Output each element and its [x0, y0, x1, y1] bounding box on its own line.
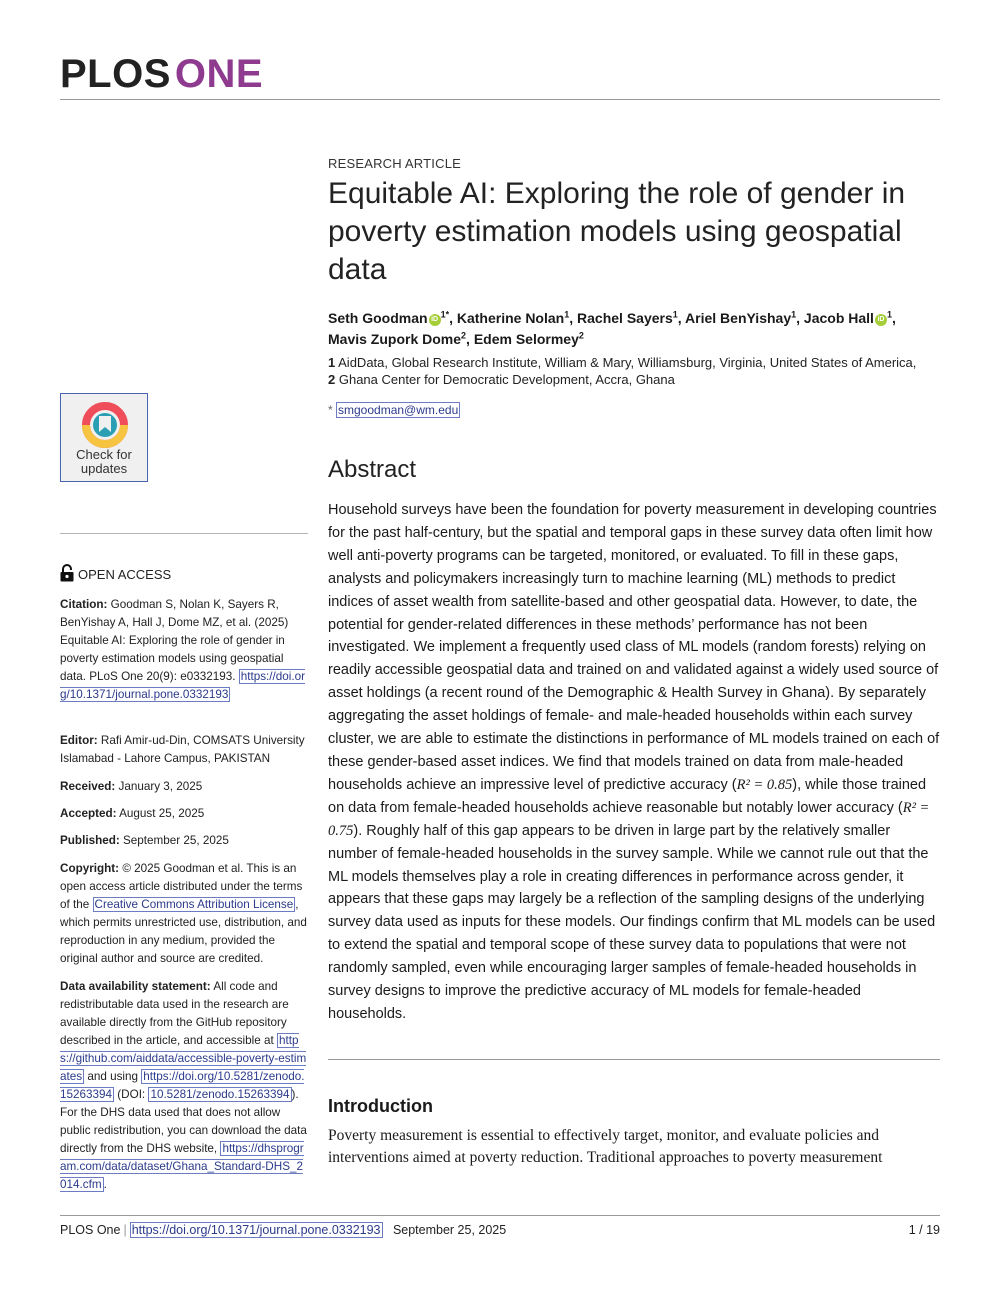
- badge-line-1: Check for: [76, 447, 132, 462]
- author-entry: Seth Goodman $iD^{1*}$,: [328, 309, 457, 326]
- received-date: Received: January 3, 2025: [60, 780, 203, 793]
- copyright-block: Copyright: © 2025 Goodman et al. This is an open access article distributed under the terms of the Creative Commons Attribution License , which permits unrestricted use, distribution, and reproduction in any medium, provided the original author and source are credited.: [60, 862, 307, 965]
- article-type: RESEARCH ARTICLE: [328, 156, 461, 171]
- author-name: Ariel BenYishay: [685, 309, 792, 326]
- github-repo-link[interactable]: https://github.com/aiddata/accessible-poverty-estimates: [60, 1034, 307, 1083]
- logo-one: ONE: [174, 52, 264, 96]
- corresponding-author: [328, 403, 460, 417]
- author-entry: Jacob Hall $iD^1$,: [803, 309, 896, 326]
- author-name: Seth Goodman: [328, 309, 428, 326]
- author-entry: Rachel Sayers$^1$,: [577, 309, 686, 326]
- footer-date: September 25, 2025: [392, 1223, 507, 1237]
- author-name: Edem Selormey: [473, 331, 579, 348]
- citation-doi-link[interactable]: https://doi.org/10.1371/journal.pone.0332193: [60, 670, 306, 701]
- author-entry: Mavis Zupork Dome$^2$,: [328, 330, 474, 348]
- article-title: Equitable AI: Exploring the role of gender in poverty estimation models using geospatial data: [328, 177, 906, 286]
- footer-divider: [60, 1215, 940, 1216]
- author-entry: Ariel BenYishay$^1$,: [685, 309, 804, 326]
- dhs-dataset-link[interactable]: https://dhsprogram.com/data/dataset/Ghana_Standard-DHS_2014.cfm: [60, 1142, 304, 1191]
- open-lock-icon: [60, 564, 74, 582]
- logo-plos: PLOS: [60, 52, 171, 96]
- author-entry: [474, 331, 584, 347]
- introduction-text: Poverty measurement is essential to effectively target, monitor, and evaluate policies and interventions aimed at poverty reduction. Traditional approaches to poverty measurement: [328, 1127, 883, 1166]
- orcid-icon[interactable]: iD: [875, 314, 887, 326]
- author-affiliation-marker: 1: [791, 309, 797, 319]
- author-affiliation-marker: 1*: [440, 309, 450, 319]
- author-name: Katherine Nolan: [456, 309, 565, 326]
- cc-license-link[interactable]: Creative Commons Attribution License: [94, 898, 294, 911]
- affiliation-1: 1 AidData, Global Research Institute, William & Mary, Williamsburg, Virginia, United States of America,: [328, 355, 917, 370]
- citation-block: Citation: Goodman S, Nolan K, Sayers R, BenYishay A, Hall J, Dome MZ, et al. (2025) Equitable AI: Exploring the role of gender in poverty estimation models using geospatial data. PLoS One 20(9): e0332193. https://doi.org/10.1371/journal.pone.0332193: [60, 598, 306, 701]
- author-list: [328, 305, 948, 348]
- open-access-label: OPEN ACCESS: [60, 564, 171, 582]
- page-number: 1 / 19: [908, 1223, 940, 1237]
- author-affiliation-marker: 2: [578, 330, 584, 341]
- affiliation-2: 2 Ghana Center for Democratic Development, Accra, Ghana: [328, 372, 675, 387]
- author-affiliation-marker: 2: [461, 330, 467, 341]
- author-name: Jacob Hall: [803, 309, 874, 326]
- abstract-heading: Abstract: [328, 456, 417, 483]
- badge-line-2: updates: [80, 461, 128, 476]
- footer-journal: PLOS One: [60, 1223, 121, 1237]
- author-affiliation-marker: 1: [886, 309, 892, 319]
- author-entry: Katherine Nolan$^1$,: [456, 309, 578, 326]
- zenodo-doi-short-link[interactable]: 10.5281/zenodo.15263394: [150, 1088, 290, 1101]
- r2-female-value: R² = 0.75: [328, 799, 930, 839]
- introduction-heading: Introduction: [328, 1096, 433, 1116]
- r2-male-value: R² = 0.85: [736, 776, 793, 793]
- journal-logo: [60, 50, 263, 98]
- editor-block: Editor: Rafi Amir-ud-Din, COMSATS University Islamabad - Lahore Campus, PAKISTAN: [60, 734, 305, 765]
- affiliations: [328, 354, 948, 388]
- abstract-body: Household surveys have been the foundation for poverty measurement in developing countries for the past half-century, but the spatial and temporal gaps in these survey data often limit how well anti-poverty programs can be targeted, monitored, or evaluated. To fill in these gaps, analysts and policymakers increasingly turn to machine learning (ML) methods to predict indices of asset wealth from satellite-based and other geospatial data. However, to date, the potential for gender-related differences in these methods’ performance has not been investigated. We implement a frequently used class of ML models (random forests) relying on readily accessible geospatial data and trained on and validated against a widely used source of asset holdings (a recent round of the Demographic & Health Survey in Ghana). By separately aggregating the asset holdings of female- and male-headed households within each survey cluster, we are able to estimate the distinctions in performance of ML models trained on each of these gender-based asset indices. We find that models trained on data from male-headed households achieve an impressive level of predictive accuracy (R² = 0.85), while those trained on data from female-headed households achieve reasonable but notably lower accuracy (R² = 0.75). Roughly half of this gap appears to be driven in large part by the relatively smaller number of female-headed households in the survey sample. While we cannot rule out that the ML models themselves play a role in creating differences in performance across gender, it appears that these gaps may largely be a reflection of the sampling designs of the underlying survey data used as inputs for these models. Our findings confirm that ML models can be used to extend the spatial and temporal scope of these survey data to populations that were not randomly sampled, even while encouraging larger samples of female-headed households in survey designs to improve the predictive accuracy of ML models for female-headed households.: [328, 502, 940, 1022]
- abstract-divider: [328, 1059, 940, 1060]
- author-name: Mavis Zupork Dome: [328, 331, 462, 348]
- check-for-updates-badge[interactable]: [60, 393, 148, 482]
- published-date: Published: September 25, 2025: [60, 834, 229, 847]
- accepted-date: Accepted: August 25, 2025: [60, 807, 205, 820]
- check-for-updates-icon: [80, 400, 130, 450]
- zenodo-doi-link[interactable]: https://doi.org/10.5281/zenodo.15263394: [60, 1070, 305, 1101]
- author-name: Rachel Sayers: [577, 309, 673, 326]
- author-affiliation-marker: 1: [564, 309, 570, 319]
- corresponding-email-link[interactable]: smgoodman@wm.edu: [338, 403, 459, 417]
- sidebar-divider: [60, 533, 308, 534]
- data-availability-block: Data availability statement: All code and redistributable data used in the research are available directly from the GitHub repository described in the article, and accessible at https://github.com/aiddata/accessible-poverty-estimates and using https://doi.org/10.5281/zenodo.15263394 (DOI: 10.5281/zenodo.15263394 ). For the DHS data used that does not allow public redistribution, you can download the data directly from the DHS website, https://dhsprogram.com/data/dataset/Ghana_Standard-DHS_2014.cfm .: [60, 980, 307, 1191]
- footer-citation: [60, 1223, 506, 1237]
- orcid-icon[interactable]: iD: [429, 314, 441, 326]
- header-divider: [60, 99, 940, 100]
- footer-doi-link[interactable]: https://doi.org/10.1371/journal.pone.0332193: [131, 1223, 381, 1237]
- corresponding-marker: *: [328, 403, 333, 417]
- footer-separator: |: [123, 1223, 127, 1237]
- author-affiliation-marker: 1: [672, 309, 678, 319]
